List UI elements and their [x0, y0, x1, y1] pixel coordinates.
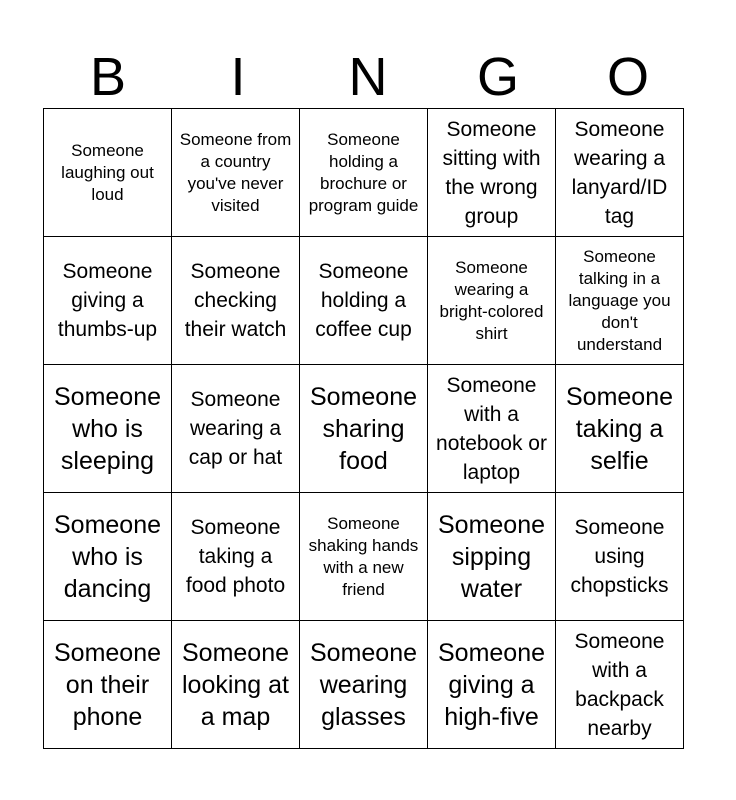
bingo-cell[interactable]: Someone holding a coffee cup — [300, 237, 428, 365]
bingo-cell[interactable]: Someone giving a high-five — [428, 621, 556, 749]
header-letter-o: O — [606, 47, 649, 107]
bingo-cell[interactable]: Someone wearing glasses — [300, 621, 428, 749]
bingo-cell[interactable]: Someone wearing a cap or hat — [172, 365, 300, 493]
header-letter-b: B — [89, 47, 127, 107]
bingo-cell[interactable]: Someone from a country you've never visited — [172, 109, 300, 237]
board-row — [44, 109, 684, 237]
header-letter-g: G — [476, 47, 519, 107]
board-row — [44, 365, 684, 493]
bingo-cell[interactable]: Someone with a backpack nearby — [556, 621, 684, 749]
bingo-cell[interactable]: Someone checking their watch — [172, 237, 300, 365]
bingo-cell[interactable]: Someone who is sleeping — [44, 365, 172, 493]
header-letter-i: I — [230, 47, 246, 107]
bingo-cell[interactable]: Someone sharing food — [300, 365, 428, 493]
bingo-cell[interactable]: Someone taking a selfie — [556, 365, 684, 493]
bingo-cell[interactable]: Someone wearing a lanyard/ID tag — [556, 109, 684, 237]
bingo-cell[interactable]: Someone talking in a language you don't understand — [556, 237, 684, 365]
board-row — [44, 237, 684, 365]
bingo-cell[interactable]: Someone sipping water — [428, 493, 556, 621]
bingo-cell[interactable]: Someone laughing out loud — [44, 109, 172, 237]
header-letter-n: N — [348, 47, 388, 107]
board-row — [44, 621, 684, 749]
bingo-cell[interactable]: Someone with a notebook or laptop — [428, 365, 556, 493]
bingo-cell[interactable]: Someone sitting with the wrong group — [428, 109, 556, 237]
bingo-cell[interactable]: Someone on their phone — [44, 621, 172, 749]
bingo-cell[interactable]: Someone taking a food photo — [172, 493, 300, 621]
bingo-cell[interactable]: Someone holding a brochure or program guide — [300, 109, 428, 237]
bingo-cell[interactable]: Someone shaking hands with a new friend — [300, 493, 428, 621]
bingo-cell[interactable]: Someone giving a thumbs-up — [44, 237, 172, 365]
bingo-cell[interactable]: Someone who is dancing — [44, 493, 172, 621]
board-row — [44, 493, 684, 621]
bingo-cell[interactable]: Someone looking at a map — [172, 621, 300, 749]
bingo-cell[interactable]: Someone wearing a bright-colored shirt — [428, 237, 556, 365]
bingo-board — [43, 108, 684, 749]
bingo-cell[interactable]: Someone using chopsticks — [556, 493, 684, 621]
bingo-header — [43, 46, 693, 108]
